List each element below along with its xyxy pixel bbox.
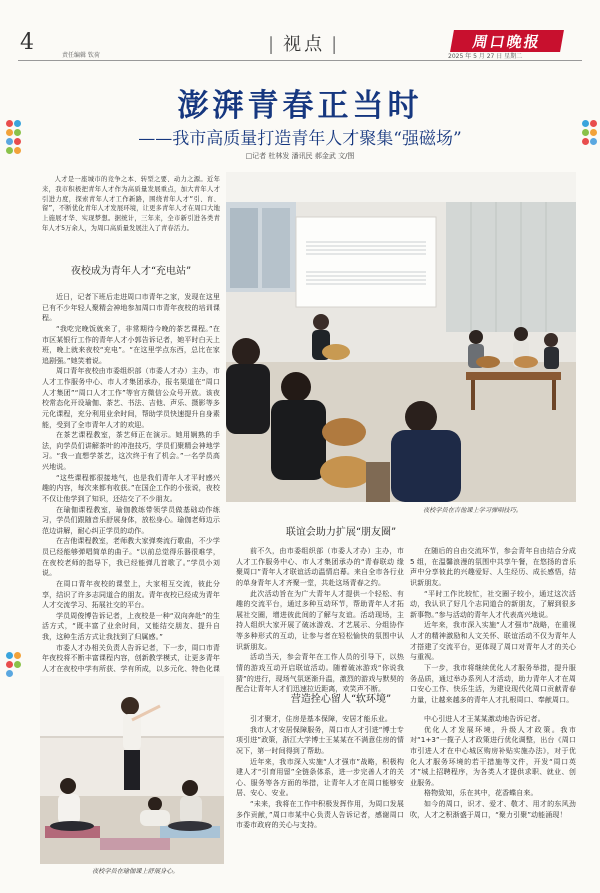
intro-paragraph [42,175,220,234]
section3-paragraph: 中心引进人才王某某激动地告诉记者。 [424,715,545,723]
section2-col-b [410,546,576,704]
section1-paragraph: 在吉他课程教室，老师教大家弹奏流行歌曲，不少学员已经能够弹唱简单的曲子。“以前总觉得乐器很难学，在夜校老师的指导下，我已经能弹几首歌了。”学员小刘说。 [42,537,220,578]
section2-heading: 联谊会助力扩展“朋友圈” [285,527,397,538]
decor-dot [6,670,13,677]
section1-paragraph: 学员周俊博告诉记者，上夜校是一种“双向奔赴”的生活方式，“既丰富了业余时间，又能结交朋友、提升自我，这种生活方式让我找到了归属感。” [42,611,220,641]
section3-paragraph: 优化人才发展环境，升级人才政策。我市对“1+3”一揽子人才政策进行优化调整，出台《周口市引进人才在中心城区购房补贴实施办法》，对于优化人才服务环境的若干措施等文件，开发“周口英才”城上招聘程序，为各类人才提供求职、就业、创业服务。 [410,725,576,787]
byline: □记者 杜林发 潘讯民 郝金武 文/图 [245,152,355,160]
section3-paragraph: 我市人才安居保障服务，周口市人才引进“博士专项引进”政策，浙江大学博士王某某在不满意住房的情况下，第一时间得到了帮助。 [236,725,404,755]
photo2-caption: 夜校学员在瑜伽课上舒展身心。 [92,868,179,875]
newspaper-logo: 周口晚报 [450,30,564,52]
section2-paragraph: “平时工作比较忙，社交圈子较小，通过这次活动，我认识了好几个志同道合的新朋友，了解到很多新事物。”参与活动的青年人才代表高兴地说。 [410,589,576,619]
section-name: 视点 [283,34,326,55]
section2-paragraph: 近年来，我市深入实施“人才强市”战略，在重视人才的精神激励和人文关怀、联谊活动不仅为青年人才搭建了交流平台，更体现了周口对青年人才的关心与重视。 [410,621,576,662]
section2-col-a [236,546,404,694]
section1-paragraph: “这些课程都很接地气，也是我们青年人才平时感兴趣的内容，每次来都有收获。”在国企工作的小张说，夜校不仅让他学到了知识，还结交了不少朋友。 [42,473,220,503]
page-number: 4 [20,30,34,55]
section1-paragraph: 在瑜伽课程教室，瑜伽教练带领学员做基础动作练习，学员们跟随音乐舒展身体，放松身心。瑜伽老师边示范边讲解，耐心纠正学员的动作。 [42,505,220,535]
intro-text: 人才是一座城市的竞争之本、转型之要、动力之源。近年来，我市积极把青年人才作为高质量发展重点，加大青年人才引进力度，探索青年人才工作新路，围绕青年人才“引、育、留”，不断优化青年人才发展环境，让更多青年人才在周口大地上施展才华、实现梦想。据统计，三年来，全市新引进各类青年人才5万余人，为周口高质量发展注入了青春活力。 [42,176,220,232]
section3-paragraph: “未来，我将在工作中积极发挥作用，为周口发展多作贡献，”周口市某中心负责人告诉记者，感谢周口市委市政府的关心与支持。 [236,800,404,830]
section3-col-a [236,714,404,864]
section2-paragraph: 前不久，由市委组织部（市委人才办）主办，市人才工作服务中心、市人才集团承办的“青春联动 缘聚周口”青年人才联谊活动温情启幕。来自全市各行业的单身青年人才齐聚一堂，共赴这场青春之约。 [236,547,404,587]
decor-dot [6,652,13,659]
section1-paragraph: 在茶艺课程教室，茶艺师正在演示。她用娴熟的手法，向学员们讲解茶叶的冲泡技巧，学员们聚精会神地学习。“我一直想学茶艺，这次终于有了机会。”一名学员高兴地说。 [42,431,220,471]
issue-date: 2025 年 5 月 27 日 星期二 [448,53,523,60]
photo1-caption: 夜校学员在吉他课上学习弹唱技巧。 [423,507,522,514]
section1-body [42,292,220,673]
guitar-class-photo [226,172,576,502]
guitar-class-illustration [226,172,576,502]
section3-heading: 营造拴心留人“软环境” [290,694,392,705]
section1-paragraph: 周口青年夜校由市委组织部（市委人才办）主办，市人才工作服务中心、市人才集团承办，报名渠道在“周口人才集团”“周口人才工作”等官方微信公众号开放。该夜校常态化开设瑜伽、茶艺、书法、吉他、声乐、摄影等多元化课程，充分利用业余时间，帮助学员快速提升自身素能，受到了全市青年人才的欢迎。 [42,367,220,429]
section2-paragraph: 在随后的自由交流环节，参会青年自由结合分成 5 组，在温馨浪漫的氛围中共享午餐，在悠扬的音乐声中分享彼此的兴趣爱好、人生经历、成长感悟，结识新朋友。 [410,547,576,587]
yoga-class-photo [40,676,224,864]
section1-paragraph: 近日，记者下班后走进周口市青年之家，发现在这里已有不少年轻人聚精会神地参加周口市青年夜校的培训课程。 [42,293,220,323]
headline: 澎湃青春正当时 [177,88,423,124]
decor-dot [6,661,13,668]
section2-paragraph: 下一步，我市将继续优化人才服务举措，提升服务品质，通过举办系列人才活动，助力青年人才在周口安心工作、快乐生活，为建设现代化周口贡献青春力量，让越来越多的青年人才扎根周口、奉献周口。 [410,663,576,704]
editor-credit: 责任编辑 钦荷 [62,52,100,59]
section3-paragraph: 格物致知，乐在其中，花香蝶自来。 [424,789,538,798]
yoga-class-illustration [40,676,224,864]
decor-dots-bottom [4,652,24,692]
section3-paragraph: 近年来，我市深入实施“人才强市”战略，积极构建人才“引育用留”全链条体系，进一步完善人才的关心、服务等各方面的举措，让青年人才在周口能够安居、安心、安业。 [236,757,404,798]
section3-paragraph: 如今的周口，识才、爱才、敬才、用才的东风劲吹，人才之积渐盛于周口，“聚力引聚”动能涌现！ [410,800,576,819]
header-rule [18,60,582,61]
section2-paragraph: 此次活动旨在为广大青年人才提供一个轻松、有趣的交流平台，通过多种互动环节，帮助青年人才拓展社交圈，增进彼此间的了解与友谊。活动现场，主持人组织大家开展了破冰游戏、才艺展示、分组协作等多种形式的互动，让参与者在轻松愉快的氛围中认识新朋友。 [236,589,404,651]
section3-col-b [410,714,576,864]
section1-paragraph: 市委人才办相关负责人告诉记者，下一步，周口市青年夜校将不断丰富课程内容，创新教学模式，让更多青年人才在夜校中学有所获、学有所成，以多元化、特色化课 [42,643,220,673]
subheadline: ——我市高质量打造青年人才聚集“强磁场” [138,129,462,149]
section1-paragraph: 在周口青年夜校的课堂上，大家相互交流，彼此分享，结识了许多志同道合的朋友。青年夜校已经成为青年人才交流学习、拓展社交的平台。 [42,579,220,610]
section1-paragraph: “我吃完晚饭就来了，非常期待今晚的茶艺课程。”在市区某银行工作的青年人才小郭告诉记者，她平时白天上班，晚上就来夜校“充电”。“在这里学点东西，总比在家追剧强。”她笑着说。 [42,324,220,365]
section3-paragraph: 引才聚才，住房是基本保障，安居才能乐业。 [250,715,392,723]
decor-dot [14,661,21,668]
section-label: | 视点 | [268,34,341,55]
section1-heading: 夜校成为青年人才“充电站” [70,266,192,277]
decor-dot [14,652,21,659]
section2-paragraph: 活动当天，参会青年在工作人员的引导下，以热情的游戏互动开启联谊活动。随着破冰游戏“你说我猜”的进行，现场气氛逐渐升温，激烈的游戏与默契的配合让青年人才们迅速拉近距离，欢笑声不断。 [236,653,404,694]
